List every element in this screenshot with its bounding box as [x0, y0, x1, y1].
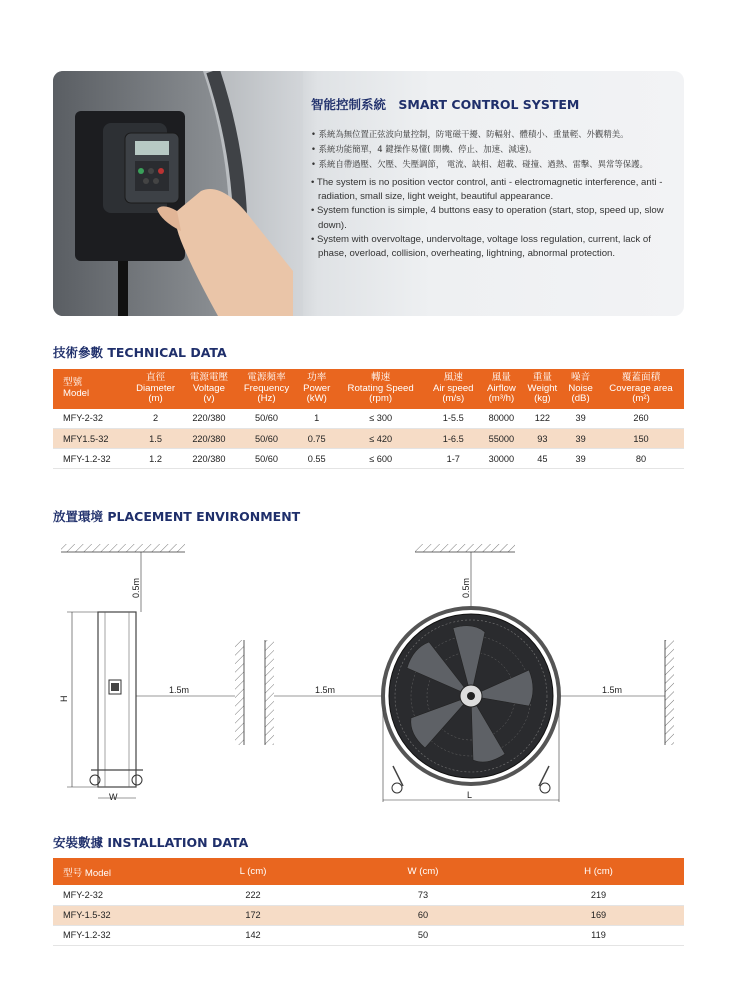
bullet-en: • The system is no position vector control, anti - electromagnetic interference, anti - radiation, small size, light weight, beautiful appearance. — [311, 176, 671, 204]
table-cell: ≤ 600 — [336, 449, 425, 469]
table-cell: 1 — [298, 409, 336, 429]
ceiling-right — [415, 544, 515, 552]
table-row — [53, 449, 684, 469]
header-air-speed: 風速 Air speed (m/s) — [425, 369, 481, 409]
bullet-en: • System with overvoltage, undervoltage, voltage loss regulation, current, lack of phase, overload, collision, overheating, lightning, abnormal protection. — [311, 233, 671, 261]
table-row — [53, 409, 684, 429]
bullet-zh: • 系統功能簡單，4 鍵操作易懂( 開機、停止、加速、減速)。 — [311, 142, 671, 157]
smart-control-title-en: SMART CONTROL SYSTEM — [398, 97, 580, 112]
bullet-en: • System function is simple, 4 buttons easy to operation (start, stop, speed up, slow down). — [311, 204, 671, 232]
label-length: L — [467, 790, 473, 800]
table-cell: 93 — [522, 429, 564, 449]
installation-data-table — [53, 858, 684, 946]
table-header-row — [53, 369, 684, 409]
smart-control-title-zh: 智能控制系統 — [311, 97, 387, 112]
table-cell: 1-6.5 — [425, 429, 481, 449]
table-cell: 142 — [173, 925, 333, 945]
header-airflow: 風量 Airflow (m³/h) — [481, 369, 521, 409]
table-cell: 45 — [522, 449, 564, 469]
bullets-en — [311, 176, 671, 261]
header-diameter: 直徑 Diameter (m) — [129, 369, 183, 409]
fan-front-view — [383, 608, 559, 793]
fan-side-view — [90, 612, 143, 787]
technical-data-table — [53, 369, 684, 469]
table-cell: 30000 — [481, 449, 521, 469]
header-model: 型号 Model — [53, 858, 173, 885]
header-w: W (cm) — [333, 858, 513, 885]
table-cell: 1-5.5 — [425, 409, 481, 429]
header-l: L (cm) — [173, 858, 333, 885]
model-cell: MFY-2-32 — [53, 409, 129, 429]
model-cell: MFY1.5-32 — [53, 429, 129, 449]
table-cell: 39 — [563, 409, 598, 429]
label-width: W — [109, 792, 118, 802]
table-cell: 1.5 — [129, 429, 183, 449]
table-cell: 73 — [333, 885, 513, 905]
table-cell: 260 — [598, 409, 684, 429]
label-top-left: 0.5m — [131, 577, 141, 598]
label-dist-3: 1.5m — [602, 685, 623, 695]
table-cell: 219 — [513, 885, 684, 905]
table-cell: 1-7 — [425, 449, 481, 469]
ceiling-left — [61, 544, 185, 552]
header-power: 功率 Power (kW) — [298, 369, 336, 409]
label-dist-1: 1.5m — [169, 685, 190, 695]
bullet-zh: • 系統為無位置正弦波向量控制，防電磁干擾、防輻射、體積小、重量輕、外觀精美。 — [311, 127, 671, 142]
table-cell: 220/380 — [182, 449, 235, 469]
header-h: H (cm) — [513, 858, 684, 885]
header-coverage-area: 覆蓋面積 Coverage area (m²) — [598, 369, 684, 409]
table-header-row — [53, 858, 684, 885]
table-cell: 50/60 — [235, 409, 297, 429]
label-dist-2: 1.5m — [315, 685, 336, 695]
table-cell: 220/380 — [182, 429, 235, 449]
bullet-zh: • 系統自帶過壓、欠壓、失壓調節， 電流、缺相、超載、碰撞、過熱、雷擊、異常等保護。 — [311, 157, 671, 172]
header-frequency: 電源頻率 Frequency (Hz) — [235, 369, 297, 409]
wall-3 — [665, 640, 674, 745]
table-cell: 50/60 — [235, 429, 297, 449]
table-row — [53, 429, 684, 449]
table-cell: 39 — [563, 449, 598, 469]
label-height: H — [59, 695, 69, 702]
model-cell: MFY-1.2-32 — [53, 925, 173, 945]
table-cell: ≤ 420 — [336, 429, 425, 449]
table-cell: 39 — [563, 429, 598, 449]
table-cell: 80000 — [481, 409, 521, 429]
model-cell: MFY-2-32 — [53, 885, 173, 905]
table-cell: 50/60 — [235, 449, 297, 469]
placement-diagram — [53, 540, 684, 810]
table-cell: 80 — [598, 449, 684, 469]
model-cell: MFY-1.5-32 — [53, 905, 173, 925]
table-cell: 55000 — [481, 429, 521, 449]
wall-2 — [265, 640, 274, 745]
table-cell: 1.2 — [129, 449, 183, 469]
header-rotating-speed: 轉速 Rotating Speed (rpm) — [336, 369, 425, 409]
controller-photo — [53, 71, 303, 316]
header-model: 型號 Model — [53, 369, 129, 409]
smart-control-banner — [53, 71, 684, 316]
table-cell: 169 — [513, 905, 684, 925]
smart-control-title — [311, 95, 671, 113]
wall-1 — [235, 640, 244, 745]
technical-data-title: 技術參數 TECHNICAL DATA — [53, 345, 227, 360]
table-cell: 222 — [173, 885, 333, 905]
table-cell: 122 — [522, 409, 564, 429]
header-noise: 噪音 Noise (dB) — [563, 369, 598, 409]
label-top-right: 0.5m — [461, 577, 471, 598]
table-row — [53, 885, 684, 905]
model-cell: MFY-1.2-32 — [53, 449, 129, 469]
table-cell: 2 — [129, 409, 183, 429]
table-cell: 220/380 — [182, 409, 235, 429]
table-cell: 0.55 — [298, 449, 336, 469]
table-cell: ≤ 300 — [336, 409, 425, 429]
header-voltage: 電源電壓 Voltage (v) — [182, 369, 235, 409]
header-weight: 重量 Weight (kg) — [522, 369, 564, 409]
table-cell: 119 — [513, 925, 684, 945]
table-cell: 150 — [598, 429, 684, 449]
table-row — [53, 925, 684, 945]
table-cell: 50 — [333, 925, 513, 945]
installation-data-title: 安裝數據 INSTALLATION DATA — [53, 835, 249, 850]
bullets-zh — [311, 127, 671, 172]
table-cell: 172 — [173, 905, 333, 925]
table-cell: 0.75 — [298, 429, 336, 449]
placement-title: 放置環境 PLACEMENT ENVIRONMENT — [53, 509, 301, 524]
table-row — [53, 905, 684, 925]
table-cell: 60 — [333, 905, 513, 925]
